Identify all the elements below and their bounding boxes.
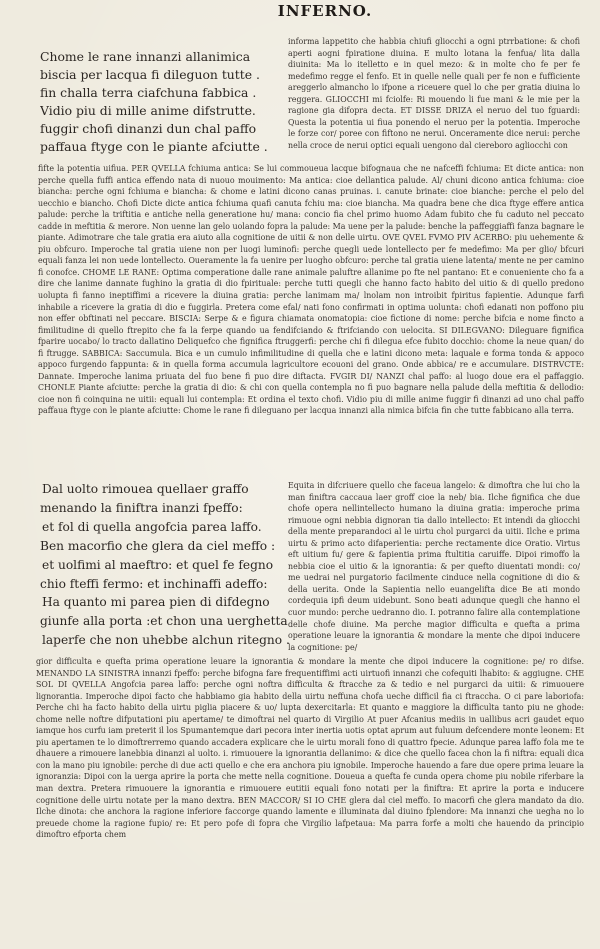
verse-line: Chome le rane innanzi allanimica	[40, 49, 251, 64]
verse-line: giunfe alla porta :et chon una uerghetta	[40, 614, 288, 629]
verse-line: fin challa terra ciafchuna fabbica .	[40, 85, 257, 100]
commentary-text: informa lappetito che habbia chiufi gliocchi a ogni ptrrbatione: & chofi aperti aogni fpiratione diuina. E multo lotana la fenfua/ lita dalla diuinita: Ma lo itelletto e in quel mezo: & in molte cho fe per fe medefimo regge el fenfo. Et in quelle nelle quali per fe non e fufficiente areggerlo almancho lo ifpone a riceuere quel lo che per gratia diuina lo reggera. GLIOCCHI mi fciolfe: Ri mouendo li fue mani & le mie per la ragione gia difopra decta. ET DISSE DRIZA el neruo del tuo fguardi: Questa la potentia ui fiua ponendo el neruo per la potentia. Imperoche le forze cor/ poree con fiftono ne nerui. Onceramente dice nerui: perche nella croce de nerui optici equali uengono dal ciereboro agliocchi con	[288, 37, 580, 150]
header-title: INFERNO.	[277, 2, 373, 20]
commentary-middle	[38, 163, 584, 468]
verse-line: chio fteffi fermo: et inchinaffi adeffo:	[40, 576, 268, 591]
commentary-text: gior difficulta e quefta prima operatione leuare la ignorantia & mondare la mente che dipoi inducere la cognitione: pe/ ro difse. MENANDO LA SINISTRA innanzi fpeffo: perche bifogna fare frequentiffimi acti uirtuofi innanzi che cofequiti lhabito: & aggiugne. CHE SOL DI QVELLA Angofcia parea laffo: perche ogni noftra difficulta & ftracche za & tedio e nel purgarci da uitii: & rimuouere lignorantia. Imperoche dipoi facto che habbiamo gia habito della uirtu neffuna chofa ueche difficil fia ci ftraccha. O ci pare laboriofa: Perche chi ha facto habito della uirtu piglia piacere & uo/ lupta dexercitarla: Et quanto e maggiore la difficulta tanto piu ne ghode: chome nelle noftre difputationi piu apertame/ te dimoftrai nel quarto di Virgilio At puer Afcanius mediis in uallibus acri gaudet equo iamque hos curfu iam preterit il los Spumantemque dari pecora inter inertia uotis optat aprum aut fuluum defcendere monte leonem: Et piu apertamen te lo dimoftrerremo quando accadera explicare che le uirtu morali fono di quattro fpecie. Adunque parea laffo fola me te dhauere a rimouere lanebbia dinanzi al uolto. i. rimuouere la ignorantia dellanimo: & dice che quello facea chon la fi niftra: equali dica con la mano piu ignobile: perche di due acti quello e che era anchora piu ignobile. Imperoche hauendo a fare due opere prima leuare la ignoranzia: Dipoi con la uerga aprire la porta che mette nella cognitione. Doueua a quefta fe cunda opera chome piu nobile riferbare la man dextra. Pretera rimuouere la ignorantia e rimuouere eutitii equali fono notati per la finiftra: Et aprire la porta e inducere cognitione delle uirtu notate per la mano dextra. BEN MACCOR/ SI IO CHE glera dal ciel meffo. Io macorfi che glera mandato da dio. Ilche dinota: che anchora la ragione inferiore faccorge quando lamente e illuminata dal diuino fplendore: Ma innanzi che uegha no lo preuede chome la ragione fupio/ re: Et pero pofe di fopra che Virgilio lafpetaua: Ma parra forfe a molti che hauendo da principio dimoftro efporta chem	[36, 657, 584, 840]
commentary-top-right	[288, 36, 580, 164]
verse-line: fuggir chofi dinanzi dun chal paffo	[40, 121, 257, 136]
verse-block-bottom	[40, 480, 290, 650]
verse-line: et uolfimi al maeftro: et quel fe fegno	[42, 557, 274, 572]
verse-line: Dal uolto rimouea quellaer graffo	[42, 482, 249, 496]
commentary-text: fifte la potentia uifiua. PER QVELLA fchiuma antica: Se lui commoueua lacque bifognaua che ne nafceffi fchiuma: Et dicte antica: non perche quella fuffi antica effendo nata di nuouo mouimento: Ma antica: cioe dellantica palude. Al/ chuni dicono antica fchiuma: cioe biancha: perche ogni fchiuma e biancha: & chome e latini dicono canas pruinas. i. canute brinate: cioe bianche: perche el pelo del uecchio e biancho. Chofi Dicte dicte antica fchiuma quafi canuta fchiu ma: cioe biancha. Ma quadra bene che dica ftyge effere antica palude: perche la triftitia e antiche nella generatione hu/ mana: concio fia chel primo huomo Adam fubito che fu caduto nel peccato cadde in meftitia & merore. Non uenne lan gelo uolando fopra la palude: Ma uene per la palude: benche la paffeggiaffi fanza bagnare le piante. Adimotrare che tale gratia era aiuto alla cognitione de uitii & non delle uirtu. OVE QVEL FVMO PIV ACERBO: piu uehemente & piu obfcuro. Imperoche tal gratia uiene non per luogi luminofi: perche quegli uede lontellecto per fe medefimo: Ma per glio/ bfcuri equali fanza lei non uede lontellecto. Oueramente la fa uenire per luogho obfcuro: perche tal gratia uiene latenta/ mente ne per camino fi conofce. CHOME LE RANE: Optima comperatione dalle rane animale paluftre allanime po fte nel pantano: Et e conueniente cho fa a dire che lanime dannate fughino la gratia di dio fpirituale: perche tutti quegli che hanno facto habito del uitio & di quello predono uolupta fi fanno ineptiffimi a ricevere la diuina gratia: perche lanimam ma/ lnolam non introibit fpiritus fapientie. Adunque farfi inhabile a ricevere la gratia di dio e fuggirla. Pretera come efal/ nati fono confirmati in optima uolunta: chofi edanati non poffono piu non effer obftinati nel peccare. BISCIA: Serpe & e figura chiamata onomatopia: cioe fictione di nome: perche bifcia e nome fincto a fimilitudine di quello ftrepito che fa la ferpe quando ua fendifciando & ftrifciando con uelocita. SI DILEGVANO: Dileguare fignifica fparire uocabo/ lo tracto dallatino Deliquefco che fignifica ftruggerfi: perche chi fi dilegua efce fubito docchio: chome la neue quan/ do fi ftrugge. SABBICA: Saccumula. Bica e un cumulo infimilitudine di quella che e latini dicono meta: laquale e forma tonda & appoco appoco furgendo fappunta: & in quella forma accumula lagricultore ecouoni del grano. Onde abbica/ re e accumulare. DISTRVCTE: Dannate. Imperoche lanima priuata del fuo bene fi puo dire diftacta. FVGIR DI/ NANZI chal paffo: al luogo doue era el paffaggio. CHONLE Piante afciutte: perche la gratia di dio: & chi con quella contempla no fi puo bagnare nella palude della meftitia & dellodio: cioe non fi coinquina ne uitii: equali lui contempla: Et ordina el texto chofi. Vidio piu di mille anime fuggir fi dinanzi ad uno chal paffo paffaua ftyge con le piante afciutte: Chome le rane fi dileguano per lacqua innanzi alla nimica bifcia fin che tutte fabbicano alla terra.	[38, 164, 584, 416]
verse-block-top	[40, 48, 285, 156]
verse-line: menando la finiftra inanzi fpeffo:	[40, 500, 243, 515]
commentary-right-bottom	[288, 480, 580, 658]
verse-line: Vidio piu di mille anime difstrutte.	[40, 103, 256, 118]
verse-line: laperfe che non uhebbe alchun ritegno .	[42, 633, 290, 648]
commentary-bottom	[36, 656, 584, 946]
running-header	[0, 2, 600, 20]
verse-line: Ben macorfio che glera da ciel meffo :	[40, 538, 276, 553]
verse-line: biscia per lacqua fi dileguon tutte .	[40, 67, 260, 82]
commentary-text: Equita in difcriuere quello che faceua langelo: & dimoftra che lui cho la man finiftra caccaua laer groff cioe la neb/ bia. Ilche fignifica che due chofe opera nellintellecto humano la diuina gratia: imperoche prima rimuoue ogni nebbia dignoran tia dallo intellecto: Et intendi da gliocchi della mente preparandoci al le uirtu chol purgarci da uitii. Ilche e prima uirtu & primo acto difaperientia: perche rectamente dice Oratio. Virtus eft uitium fu/ gere & fapientia prima ftultitia caruiffe. Dipoi rimoffo la nebbia cioe el uitio & la ignorantia: & per quefto diuentati mondi: co/ me uedrai nel purgatorio facilmente cinduce nella cognitione di dio & della uerita. Onde la Sapientia nello euangelifta dice Be ati mondo cordequia ipfi deum uidebunt. Sono beati adunque quegli che hanno el cuor mundo: perche uedranno dio. I. potranno falire alla contemplatione delle chofe diuine. Ma perche magior difficulta e quefta a prima operatione leuare la ignorantia & mondare la mente che dipoi inducere la cognitione: pe/	[288, 481, 580, 652]
verse-line: Ha quanto mi parea pien di difdegno	[42, 595, 270, 610]
verse-line: paffaua ftyge con le piante afciutte .	[40, 139, 268, 154]
verse-line: et fol di quella angofcia parea laffo.	[42, 519, 262, 534]
